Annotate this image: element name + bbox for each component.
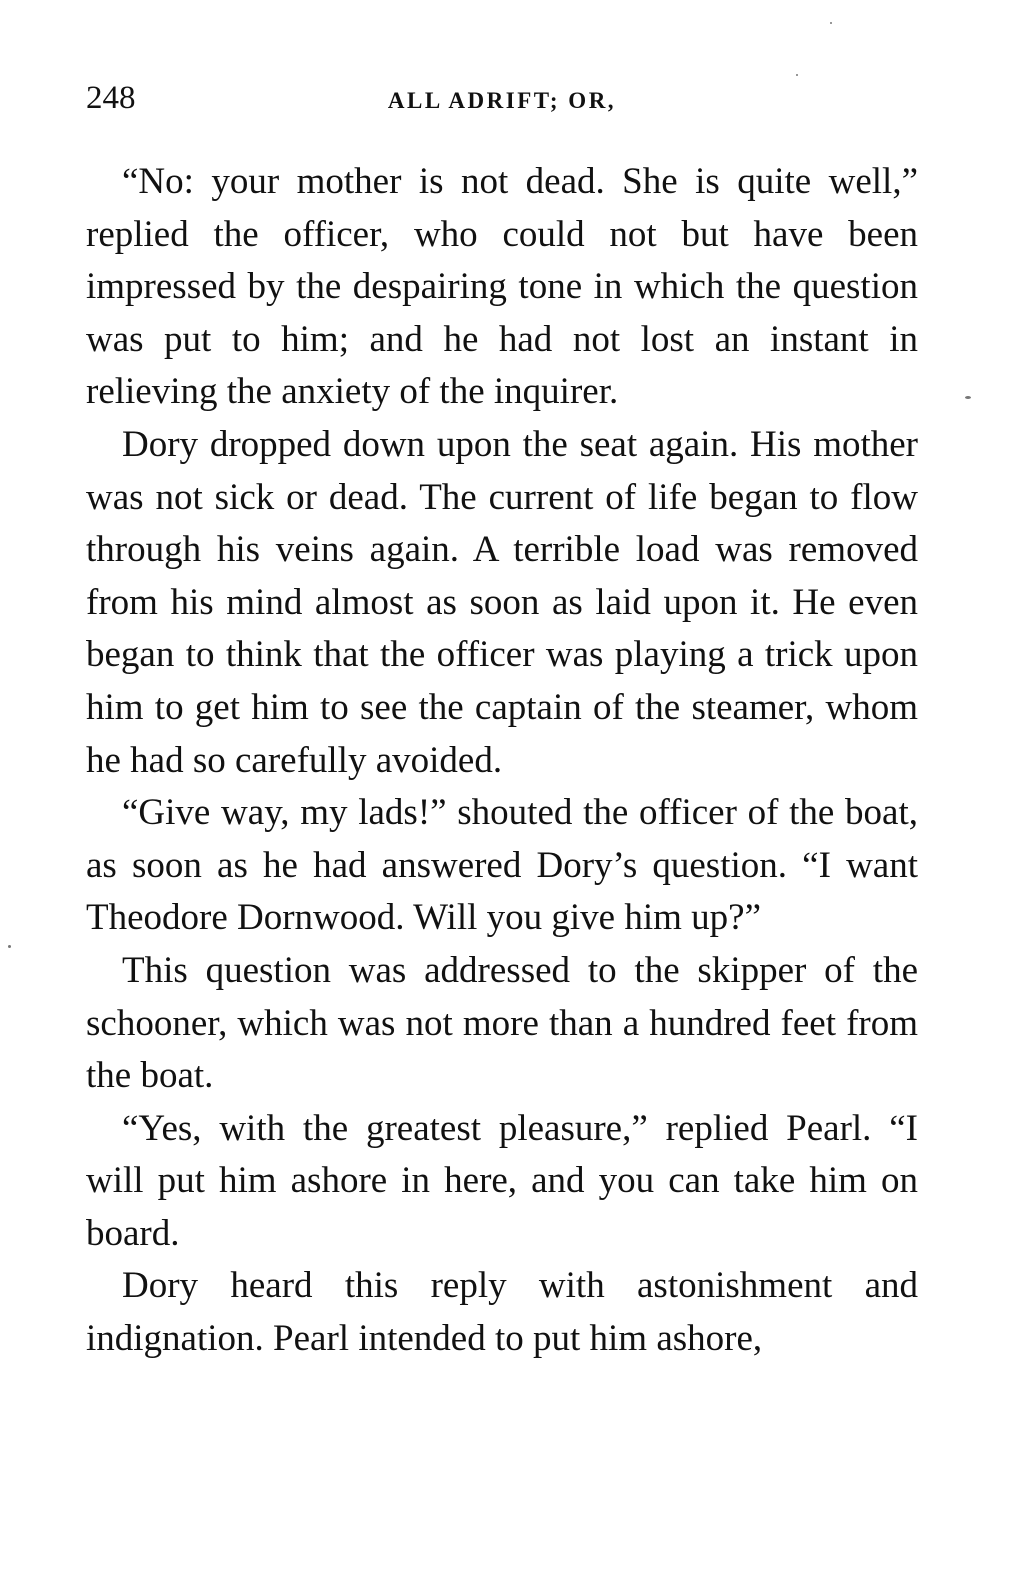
paragraph: “No: your mother is not dead. She is quite well,” replied the officer, who could not but have been impressed by the despairing tone in which the question was put to him; and he had not lost an instant in relieving the anxiety of the inquirer.	[86, 161, 918, 413]
page-header	[86, 78, 918, 122]
scan-speck	[8, 945, 11, 948]
page-body	[86, 156, 918, 1366]
paragraph: “Give way, my lads!” shouted the officer of the boat, as soon as he had answered Dory’s question. “I want Theodore Dornwood. Will you give him up?”	[86, 792, 918, 939]
paragraph: Dory heard this reply with astonishment and indignation. Pearl intended to put him ashore,	[86, 1265, 918, 1360]
paragraph: This question was addressed to the skipper of the schooner, which was not more than a hundred feet from the boat.	[86, 949, 918, 1097]
paragraph: Dory dropped down upon the seat again. His mother was not sick or dead. The current of life began to flow through his veins again. A terrible load was removed from his mind almost as soon as laid upon it. He even began to think that the officer was playing a trick upon him to get him to see the captain of the steamer, whom he had so carefully avoided.	[86, 423, 918, 781]
page-number: 248	[86, 80, 136, 116]
scan-speck	[796, 74, 798, 76]
running-head: ALL ADRIFT; OR,	[387, 88, 617, 113]
paragraph: “Yes, with the greatest pleasure,” replied Pearl. “I will put him ashore in here, and you can take him on board.	[86, 1107, 918, 1254]
scan-speck	[965, 396, 971, 399]
scan-speck	[830, 22, 832, 24]
